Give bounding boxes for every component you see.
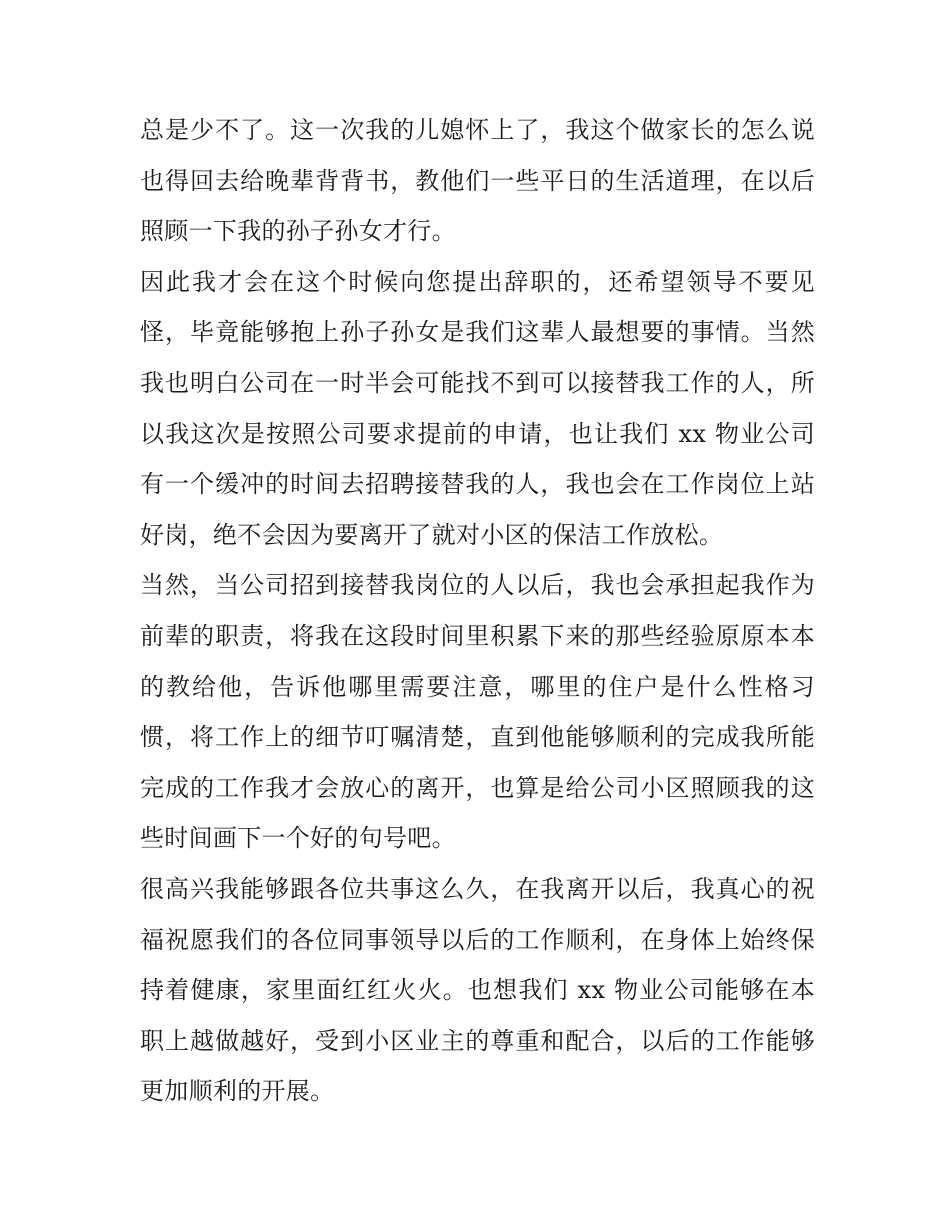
text-line: 的教给他，告诉他哪里需要注意，哪里的住户是什么性格习 xyxy=(140,672,815,701)
text-line: 照顾一下我的孙子孙女才行。 xyxy=(140,217,456,246)
text-line: 有一个缓冲的时间去招聘接替我的人，我也会在工作岗位上站 xyxy=(140,470,815,499)
text-line: 总是少不了。这一次我的儿媳怀上了，我这个做家长的怎么说 xyxy=(140,116,815,144)
text-line: 好岗，绝不会因为要离开了就对小区的保洁工作放松。 xyxy=(140,520,724,549)
text-line: 惯，将工作上的细节叮嘱清楚，直到他能够顺利的完成我所能 xyxy=(140,723,815,752)
text-line: 当然，当公司招到接替我岗位的人以后，我也会承担起我作为 xyxy=(140,571,815,600)
text-line: 我也明白公司在一时半会可能找不到可以接替我工作的人，所 xyxy=(140,368,815,397)
text-line: 因此我才会在这个时候向您提出辞职的，还希望领导不要见 xyxy=(140,267,815,296)
text-line: 福祝愿我们的各位同事领导以后的工作顺利，在身体上始终保 xyxy=(140,925,815,954)
document-body xyxy=(140,105,815,1117)
text-line: 些时间画下一个好的句号吧。 xyxy=(140,824,456,853)
text-line: 前辈的职责，将我在这段时间里积累下来的那些经验原原本本 xyxy=(140,621,815,650)
text-line: 持着健康，家里面红红火火。也想我们 xx 物业公司能够在本 xyxy=(140,976,815,1005)
text-line: 完成的工作我才会放心的离开，也算是给公司小区照顾我的这 xyxy=(140,773,815,802)
text-line: 更加顺利的开展。 xyxy=(140,1077,335,1106)
text-line: 以我这次是按照公司要求提前的申请，也让我们 xx 物业公司 xyxy=(140,419,815,448)
text-line: 怪，毕竟能够抱上孙子孙女是我们这辈人最想要的事情。当然 xyxy=(140,318,815,347)
text-line: 也得回去给晚辈背背书，教他们一些平日的生活道理，在以后 xyxy=(140,166,815,195)
text-line: 很高兴我能够跟各位共事这么久，在我离开以后，我真心的祝 xyxy=(140,874,815,903)
text-line: 职上越做越好，受到小区业主的尊重和配合，以后的工作能够 xyxy=(140,1026,815,1055)
